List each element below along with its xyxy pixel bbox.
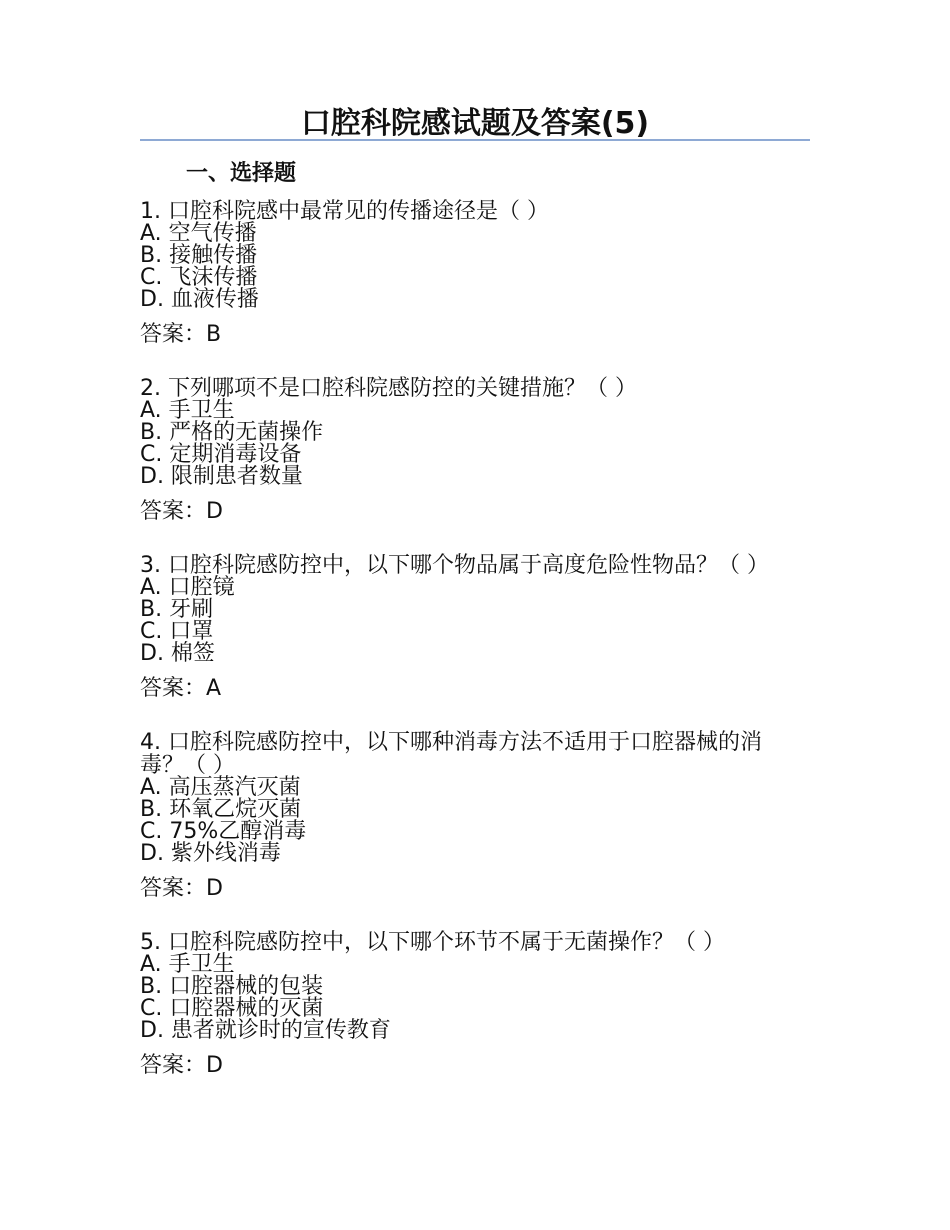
option-d: D. 棉签 [140,641,215,666]
option-d: D. 限制患者数量 [140,464,303,489]
question-stem: 2. 下列哪项不是口腔科院感防控的关键措施？（ ） [140,376,637,401]
option-a: A. 高压蒸汽灭菌 [140,775,301,800]
question-stem: 3. 口腔科院感防控中，以下哪个物品属于高度危险性物品？（ ） [140,553,769,578]
option-a: A. 空气传播 [140,221,257,246]
option-b: B. 接触传播 [140,243,258,268]
option-list [140,954,800,1042]
question-3 [140,554,800,701]
option-c: C. 定期消毒设备 [140,442,302,467]
option-b: B. 严格的无菌操作 [140,420,324,445]
option-a: A. 手卫生 [140,952,235,977]
question-4 [140,731,800,901]
answer-line: 答案：D [140,499,223,524]
option-b: B. 口腔器械的包装 [140,974,324,999]
question-stem: 5. 口腔科院感防控中，以下哪个环节不属于无菌操作？（ ） [140,930,725,955]
title-underline [140,139,810,141]
answer-line: 答案：B [140,322,222,347]
option-list [140,400,800,488]
option-list [140,577,800,665]
question-list [140,200,800,1108]
question-5 [140,931,800,1078]
option-c: C. 75%乙醇消毒 [140,819,307,844]
option-b: B. 环氧乙烷灭菌 [140,797,302,822]
answer-line: 答案：D [140,1053,223,1078]
option-c: C. 飞沫传播 [140,265,258,290]
option-b: B. 牙刷 [140,597,214,622]
question-stem: 1. 口腔科院感中最常见的传播途径是（ ） [140,199,549,224]
option-d: D. 患者就诊时的宣传教育 [140,1018,391,1043]
question-stem: 4. 口腔科院感防控中，以下哪种消毒方法不适用于口腔器械的消毒？（ ） [140,730,762,778]
question-1 [140,200,800,347]
answer-line: 答案：A [140,676,222,701]
option-c: C. 口罩 [140,619,214,644]
option-a: A. 手卫生 [140,398,235,423]
option-d: D. 血液传播 [140,287,259,312]
option-list [140,777,800,865]
answer-line: 答案：D [140,876,223,901]
section-heading: 一、选择题 [186,161,297,186]
option-list [140,223,800,311]
document-title: 口腔科院感试题及答案(5) [300,106,650,141]
question-2 [140,377,800,524]
option-a: A. 口腔镜 [140,575,235,600]
option-d: D. 紫外线消毒 [140,841,281,866]
option-c: C. 口腔器械的灭菌 [140,996,324,1021]
